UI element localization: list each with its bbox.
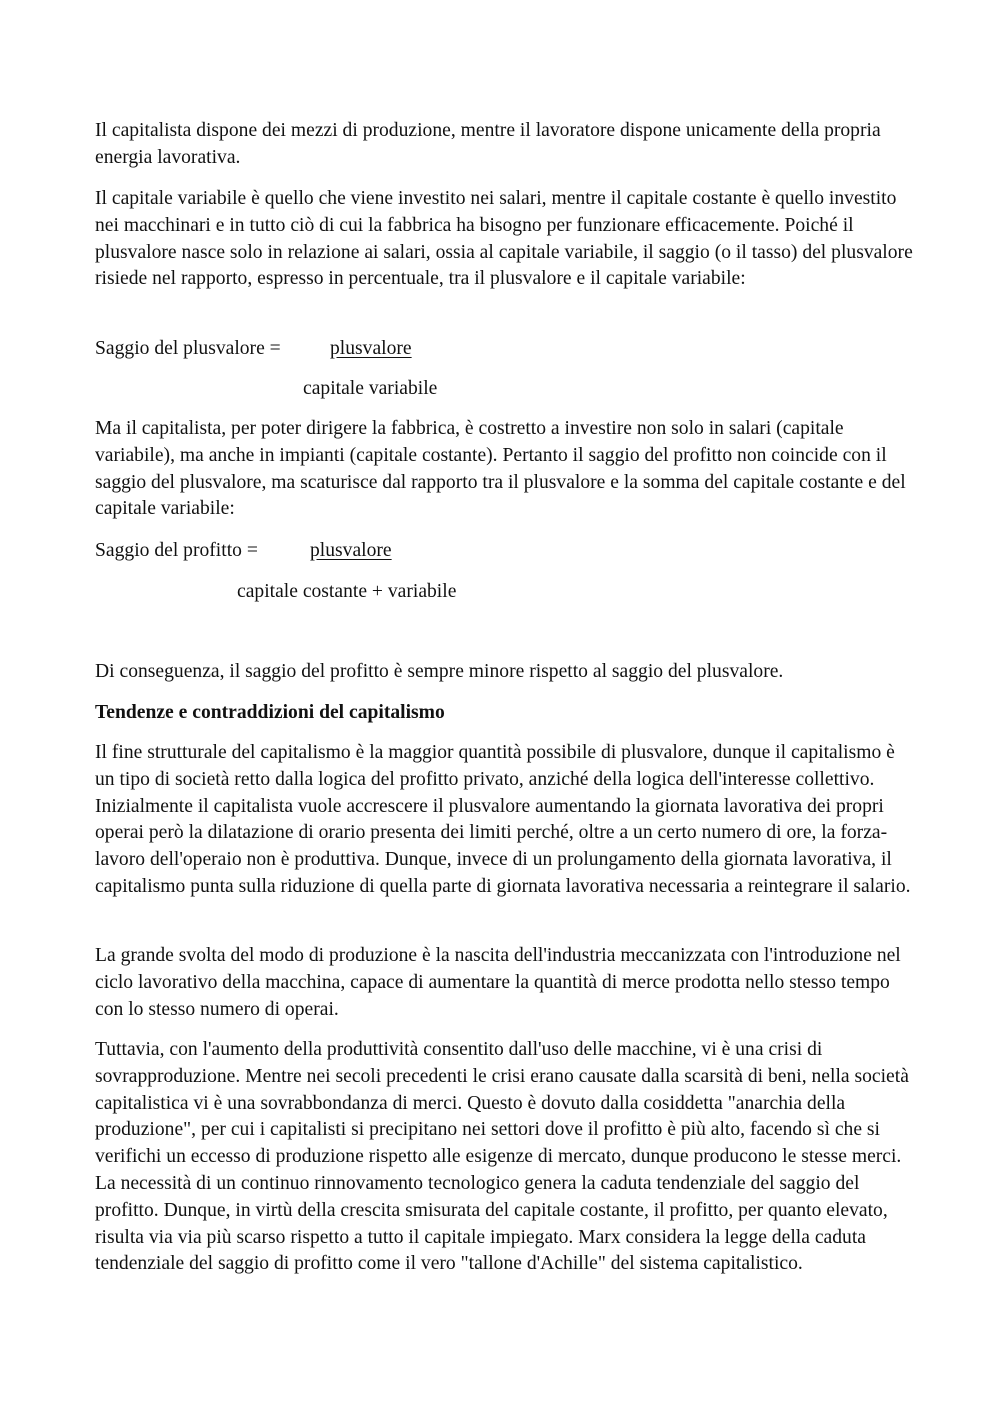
section-heading: Tendenze e contraddizioni del capitalismo	[95, 702, 445, 723]
paragraph-5: Il fine strutturale del capitalismo è la maggior quantità possibile di plusvalore, dunque il capitalismo è un tipo di società retto dalla logica del profitto privato, anziché della logica dell'interesse collettivo. Inizialmente il capitalista vuole accrescere il plusvalore aumentando la giornata lavorativa dei propri operai però la dilatazione di orario presenta dei limiti perché, oltre a un certo numero di ore, la forza-lavoro dell'operaio non è produttiva. Dunque, invece di un prolungamento della giornata lavorativa, il capitalismo punta sulla riduzione di quella parte di giornata lavorativa necessaria a reintegrare il salario.	[95, 742, 911, 897]
formula-2-denominator: capitale costante + variabile	[237, 581, 457, 602]
paragraph-7: Tuttavia, con l'aumento della produttività consentito dall'uso delle macchine, vi è una crisi di sovrapproduzione. Mentre nei secoli precedenti le crisi erano causate dalla scarsità di beni, nella società capitalistica vi è una sovrabbondanza di merci. Questo è dovuto dalla cosiddetta "anarchia della produzione", per cui i capitalisti si precipitano nei settori dove il profitto è più alto, facendo sì che si verifichi un eccesso di produzione rispetto alle esigenze di mercato, dunque producono le stesse merci. La necessità di un continuo rinnovamento tecnologico genera la caduta tendenziale del saggio del profitto. Dunque, in virtù della crescita smisurata del capitale costante, il profitto, per quanto elevato, risulta via via più scarso rispetto a tutto il capitale impiegato. Marx considera la legge della caduta tendenziale del saggio di profitto come il vero "tallone d'Achille" del sistema capitalistico.	[95, 1039, 909, 1275]
formula-1-numerator: plusvalore	[330, 338, 412, 359]
paragraph-4: Di conseguenza, il saggio del profitto è sempre minore rispetto al saggio del plusvalore.	[95, 661, 784, 682]
paragraph-2: Il capitale variabile è quello che viene investito nei salari, mentre il capitale costante è quello investito nei macchinari e in tutto ciò di cui la fabbrica ha bisogno per funzionare efficacemente. Poiché il plusvalore nasce solo in relazione ai salari, ossia al capitale variabile, il saggio (o il tasso) del plusvalore risiede nel rapporto, espresso in percentuale, tra il plusvalore e il capitale variabile:	[95, 188, 913, 290]
paragraph-3: Ma il capitalista, per poter dirigere la fabbrica, è costretto a investire non solo in salari (capitale variabile), ma anche in impianti (capitale costante). Pertanto il saggio del profitto non coincide con il saggio del plusvalore, ma scaturisce dal rapporto tra il plusvalore e la somma del capitale costante e del capitale variabile:	[95, 418, 906, 520]
formula-1-label: Saggio del plusvalore =	[95, 338, 281, 359]
paragraph-6: La grande svolta del modo di produzione è la nascita dell'industria meccanizzata con l'introduzione nel ciclo lavorativo della macchina, capace di aumentare la quantità di merce prodotta nello stesso tempo con lo stesso numero di operai.	[95, 945, 901, 1020]
formula-2-label: Saggio del profitto =	[95, 540, 258, 561]
formula-2-numerator: plusvalore	[310, 540, 392, 561]
formula-1-denominator: capitale variabile	[303, 378, 438, 399]
paragraph-1: Il capitalista dispone dei mezzi di produzione, mentre il lavoratore dispone unicamente della propria energia lavorativa.	[95, 120, 881, 168]
